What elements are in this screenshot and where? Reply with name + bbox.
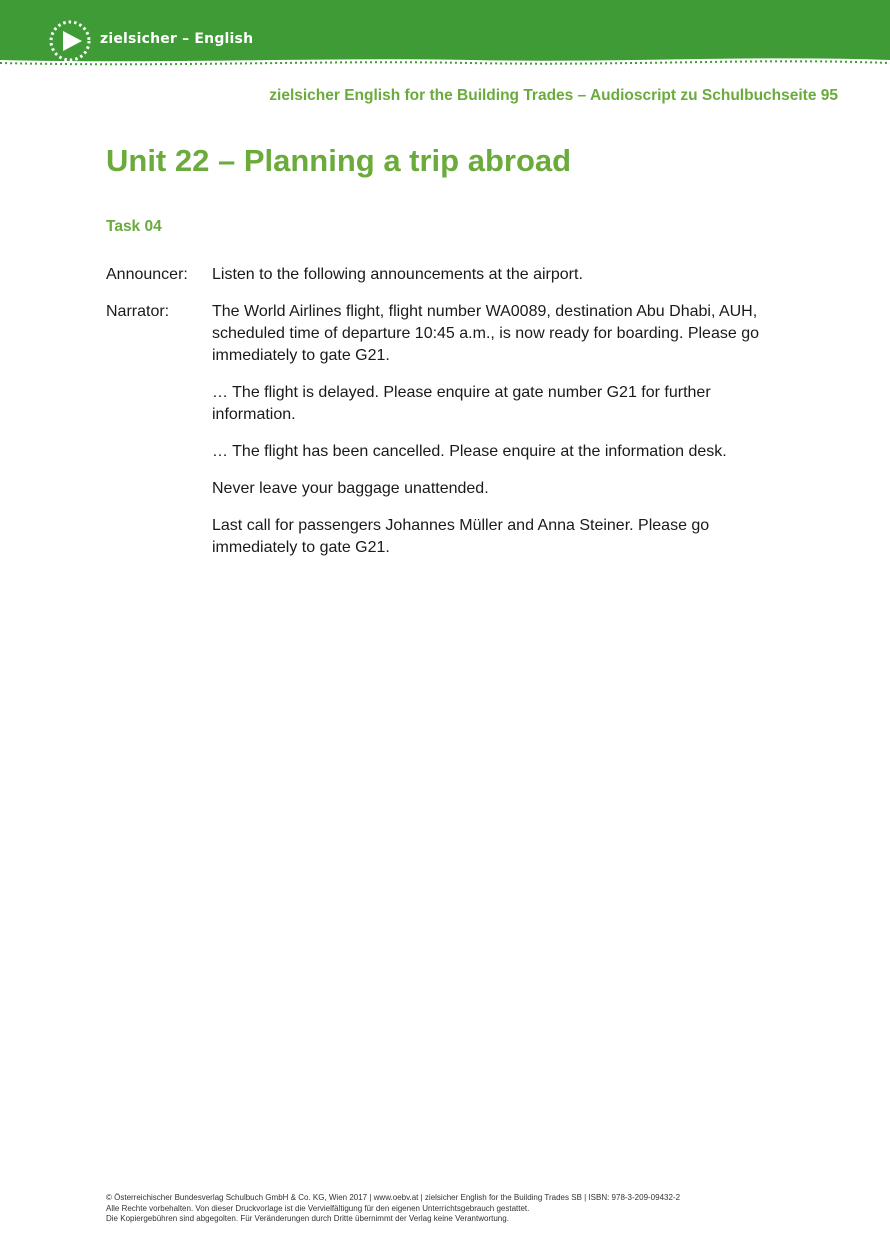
script-entry-announcer (106, 264, 796, 301)
footer-line: Die Kopiergebühren sind abgegolten. Für Veränderungen durch Dritte übernimmt der Verlag keine Verantwortung. (106, 1214, 509, 1223)
script-paragraph (212, 515, 796, 559)
header-banner (0, 0, 890, 80)
task-label: Task 04 (106, 218, 162, 235)
script-paragraph (212, 382, 796, 426)
brand-name: zielsicher – English (100, 31, 254, 47)
footer-line: © Österreichischer Bundesverlag Schulbuch GmbH & Co. KG, Wien 2017 | www.oebv.at | zielsicher English for the Building Trades SB | ISBN: 978-3-209-09432-2 (106, 1193, 681, 1202)
script-entry-narrator (106, 301, 796, 574)
document-subtitle: zielsicher English for the Building Trades – Audioscript zu Schulbuchseite 95 (269, 87, 838, 104)
speaker-label: Narrator: (106, 303, 170, 320)
script-line: Never leave your baggage unattended. (212, 480, 489, 497)
script-paragraph (212, 264, 796, 286)
script-line: … The flight is delayed. Please enquire at gate number G21 for further (212, 384, 711, 401)
footer-line: Alle Rechte vorbehalten. Von dieser Druckvorlage ist die Vervielfältigung für den eigenen Unterrichtsgebrauch gestattet. (106, 1203, 530, 1213)
script-line: Listen to the following announcements at the airport. (212, 266, 583, 283)
script-paragraph (212, 441, 796, 463)
script-line: information. (212, 406, 296, 423)
page-title: Unit 22 – Planning a trip abroad (106, 143, 572, 178)
speaker-label: Announcer: (106, 266, 188, 283)
script-line: immediately to gate G21. (212, 347, 390, 364)
script-line: The World Airlines flight, flight number WA0089, destination Abu Dhabi, AUH, (212, 303, 758, 320)
script-line: immediately to gate G21. (212, 539, 390, 556)
script-paragraph (212, 478, 796, 500)
script-line: … The flight has been cancelled. Please enquire at the information desk. (212, 443, 727, 460)
script-line: Last call for passengers Johannes Müller and Anna Steiner. Please go (212, 517, 710, 534)
script-paragraph (212, 301, 796, 367)
audioscript (106, 264, 796, 574)
script-line: scheduled time of departure 10:45 a.m., is now ready for boarding. Please go (212, 325, 759, 342)
copyright-footer (106, 1193, 680, 1225)
